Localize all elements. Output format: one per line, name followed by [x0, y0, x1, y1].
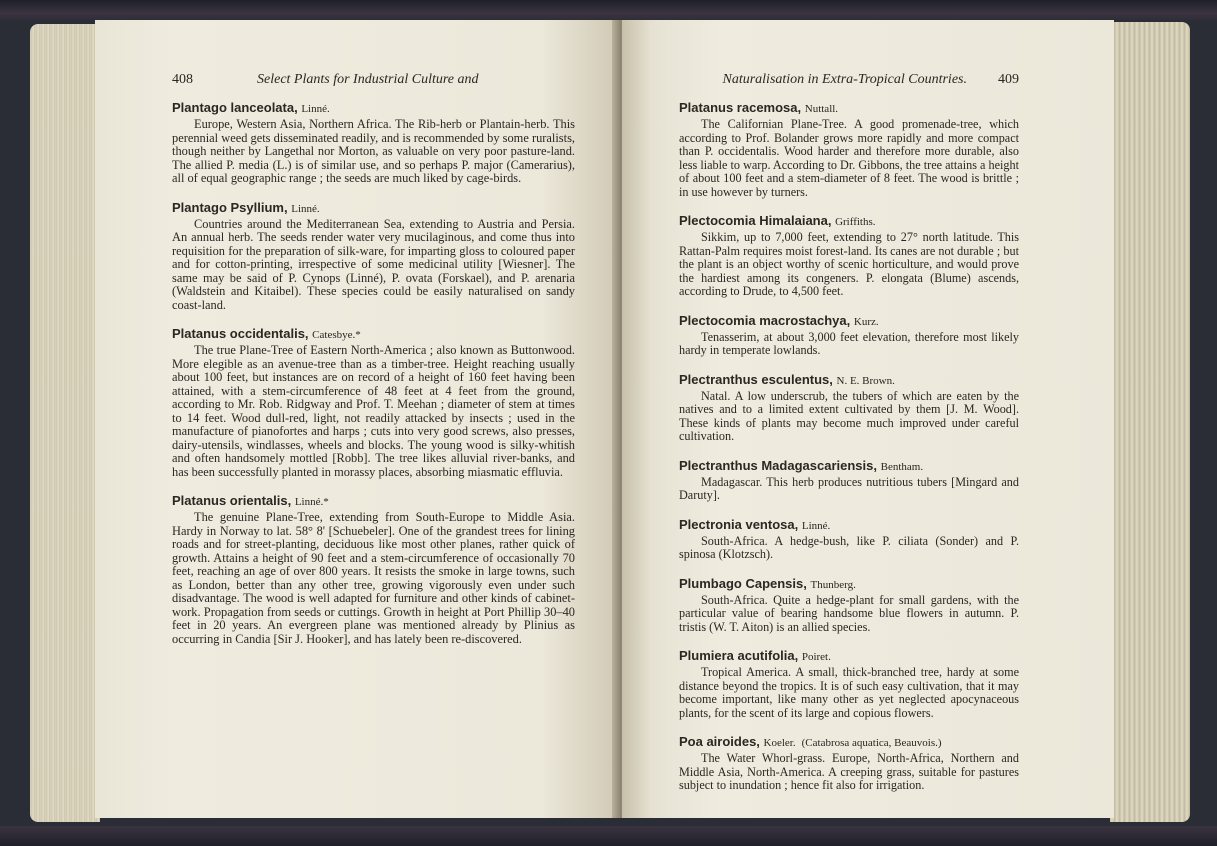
species-name: Poa airoides,: [679, 734, 760, 749]
book-binding-top: [0, 0, 1217, 22]
entry-text: Europe, Western Asia, Northern Africa. The Rib-herb or Plantain-herb. This perennial weed gets disseminated readily, and is recommended by some ruralists, though neither by Langethal nor Morton, as valuable on very poor pasture-land. The allied P. media (L.) is of similar use, and so perhaps P. major (Camerarius), all of equal geographic range ; the seeds are much liked by cage-birds.: [172, 117, 575, 185]
entry-text: Countries around the Mediterranean Sea, extending to Austria and Persia. An annual herb. The seeds render water very mucilaginous, and come thus into requisition for the preparation of silk-ware, for imparting gloss to coloured paper and for cotton-printing, irrespective of some medicinal utility [Wiesner]. The same may be said of P. Cynops (Linné), P. ovata (Forskael), and P. arenaria (Waldstein and Kitaibel). These species could be easily naturalised on sandy coast-land.: [172, 216, 575, 312]
entry-heading: [679, 648, 1019, 665]
entry-text: The true Plane-Tree of Eastern North-America ; also known as Buttonwood. More elegible as an avenue-tree than as a timber-tree. Height reaching usually about 100 feet, but instances are on record of a height of 160 feet having been attained, with a stem-circumference of 48 feet at 4 feet from the ground, according to Mr. Rob. Ridgway and Prof. T. Meehan ; diameter of stem at times to 14 feet. Wood dull-red, light, not readily attacked by insects ; used in the manufacture of pianofortes and harps ; cuts into very good screws, also presses, dairy-utensils, windlasses, wheels and blocks. The young wood is silky-whitish and often handsomely mottled [Robb]. The tree likes alluvial river-banks, and has been successfully planted in morassy places, absorbing miasmatic effluvia.: [172, 343, 575, 479]
species-name: Plectronia ventosa,: [679, 516, 799, 532]
entry-text: The genuine Plane-Tree, extending from South-Europe to Middle Asia. Hardy in Norway to lat. 58° 8' [Schuebeler]. One of the grandest trees for lining roads and for street-planting, deciduous like most other planes, rather quick of growth. Attains a height of 90 feet and a stem-circumference of occasionally 70 feet, reaching an age of over 800 years. It resists the smoke in large towns, such as London, better than any other tree, growing vigorously even under such disadvantage. The wood is well adapted for furniture and other kinds of cabinet-work. Propagation from seeds or cuttings. Growth in height at Port Phillip 30–40 feet in 20 years. An evergreen plane was mentioned already by Plinius as occurring in Candia [Sir J. Hooker], and has lately been re-discovered.: [172, 510, 575, 646]
plant-entry: [172, 493, 575, 646]
species-author: Koeler.: [763, 737, 796, 749]
plant-entry: [679, 100, 1019, 199]
species-author: Catesbye.*: [312, 329, 361, 341]
page-number: 409: [998, 72, 1019, 87]
plant-entry: [679, 458, 1019, 503]
species-name: Plantago lanceolata,: [172, 100, 298, 115]
plant-entry: [679, 648, 1019, 720]
left-page: [95, 20, 620, 818]
species-name: Plantago Psyllium,: [172, 199, 288, 215]
species-author: Griffiths.: [835, 216, 876, 228]
entry-text: The Water Whorl-grass. Europe, North-Africa, Northern and Middle Asia, North-America. A creeping grass, suitable for pastures subject to inundation ; hence fit also for irrigation.: [679, 751, 1019, 792]
species-name: Plectranthus Madagascariensis,: [679, 457, 877, 473]
entry-text: Tenasserim, at about 3,000 feet elevation, therefore most likely hardy in temperate lowlands.: [679, 329, 1019, 357]
plant-entry: [172, 100, 575, 186]
entry-text: South-Africa. Quite a hedge-plant for small gardens, with the particular value of bearing handsome blue flowers in autumn. P. tristis (W. T. Aiton) is an allied species.: [679, 592, 1019, 634]
plant-entry: [679, 517, 1019, 562]
entry-text: Madagascar. This herb produces nutritious tubers [Mingard and Daruty].: [679, 474, 1019, 502]
species-author: N. E. Brown.: [836, 374, 895, 387]
species-author: Linné.: [291, 202, 320, 215]
running-head-left: [172, 72, 575, 94]
species-author: Linné.: [801, 519, 831, 532]
entry-heading: [172, 200, 575, 217]
entry-text: Natal. A low underscrub, the tubers of which are eaten by the natives and to a limited extent cultivated by them [J. M. Wood]. These kinds of plants may become much improved under careful cultivation.: [679, 388, 1019, 443]
page-edges-right: [1110, 22, 1190, 822]
plant-entry: [679, 372, 1019, 444]
species-name: Plectranthus esculentus,: [679, 371, 833, 387]
entry-text: Sikkim, up to 7,000 feet, extending to 27° north latitude. This Rattan-Palm requires moist forest-land. Its canes are not durable ; but the plant is an object worthy of scenic horticulture, and would prove the hardiest among its congeners. P. elongata (Blume) ascends, according to Drude, to 4,500 feet.: [679, 230, 1019, 298]
entry-heading: [172, 326, 575, 343]
species-author: Thunberg.: [810, 578, 856, 591]
entry-text: Tropical America. A small, thick-branched tree, hardy at some distance beyond the tropics. It is of such easy cultivation, that it may become important, like many other as yet neglected apocynaceous plants, for the scent of its large and copious flowers.: [679, 665, 1019, 720]
entry-heading: [679, 100, 1019, 117]
species-name: Platanus racemosa,: [679, 100, 802, 115]
plant-entry: [679, 576, 1019, 635]
species-name: Plumiera acutifolia,: [679, 648, 799, 663]
species-name: Platanus occidentalis,: [172, 326, 309, 341]
entry-heading: [679, 734, 1019, 751]
plant-entry: [679, 213, 1019, 299]
species-author: Linné.: [301, 103, 330, 115]
entry-heading: [679, 576, 1019, 593]
page-edges-left: [30, 24, 100, 822]
entry-heading: [679, 517, 1019, 534]
entry-heading: [679, 213, 1019, 230]
running-title: Naturalisation in Extra-Tropical Countries.: [722, 72, 967, 87]
species-name: Plectocomia Himalaiana,: [679, 213, 832, 228]
species-author: Nuttall.: [804, 103, 839, 115]
plant-entry: [679, 313, 1019, 358]
entry-heading: [172, 100, 575, 117]
right-page: [622, 20, 1114, 818]
plant-entry: [679, 734, 1019, 793]
entry-heading: [679, 372, 1019, 389]
species-author: Linné.*: [294, 496, 329, 508]
running-head-right: [679, 72, 1019, 94]
page-number: 408: [172, 72, 193, 87]
species-name: Platanus orientalis,: [172, 493, 292, 508]
plant-entry: [172, 200, 575, 313]
species-author: Kurz.: [853, 315, 879, 328]
species-name: Plumbago Capensis,: [679, 575, 807, 591]
entry-text: South-Africa. A hedge-bush, like P. ciliata (Sonder) and P. spinosa (Klotzsch).: [679, 533, 1019, 561]
book-binding-bottom: [0, 826, 1217, 846]
entry-heading: [679, 313, 1019, 330]
species-synonym: (Catabrosa aquatica, Beauvois.): [801, 737, 942, 749]
species-author: Poiret.: [801, 651, 831, 663]
plant-entry: [172, 326, 575, 479]
species-name: Plectocomia macrostachya,: [679, 312, 851, 328]
entry-heading: [679, 458, 1019, 475]
running-title: Select Plants for Industrial Culture and: [257, 72, 479, 87]
entry-text: The Californian Plane-Tree. A good promenade-tree, which according to Prof. Bolander grows more rapidly and more compact than P. occidentalis. Wood harder and therefore more durable, also less liable to warp. According to Dr. Gibbons, the tree attains a height of about 100 feet and a stem-diameter of 8 feet. The wood is brittle ; in use however by turners.: [679, 117, 1019, 199]
entry-heading: [172, 493, 575, 510]
species-author: Bentham.: [880, 460, 924, 473]
